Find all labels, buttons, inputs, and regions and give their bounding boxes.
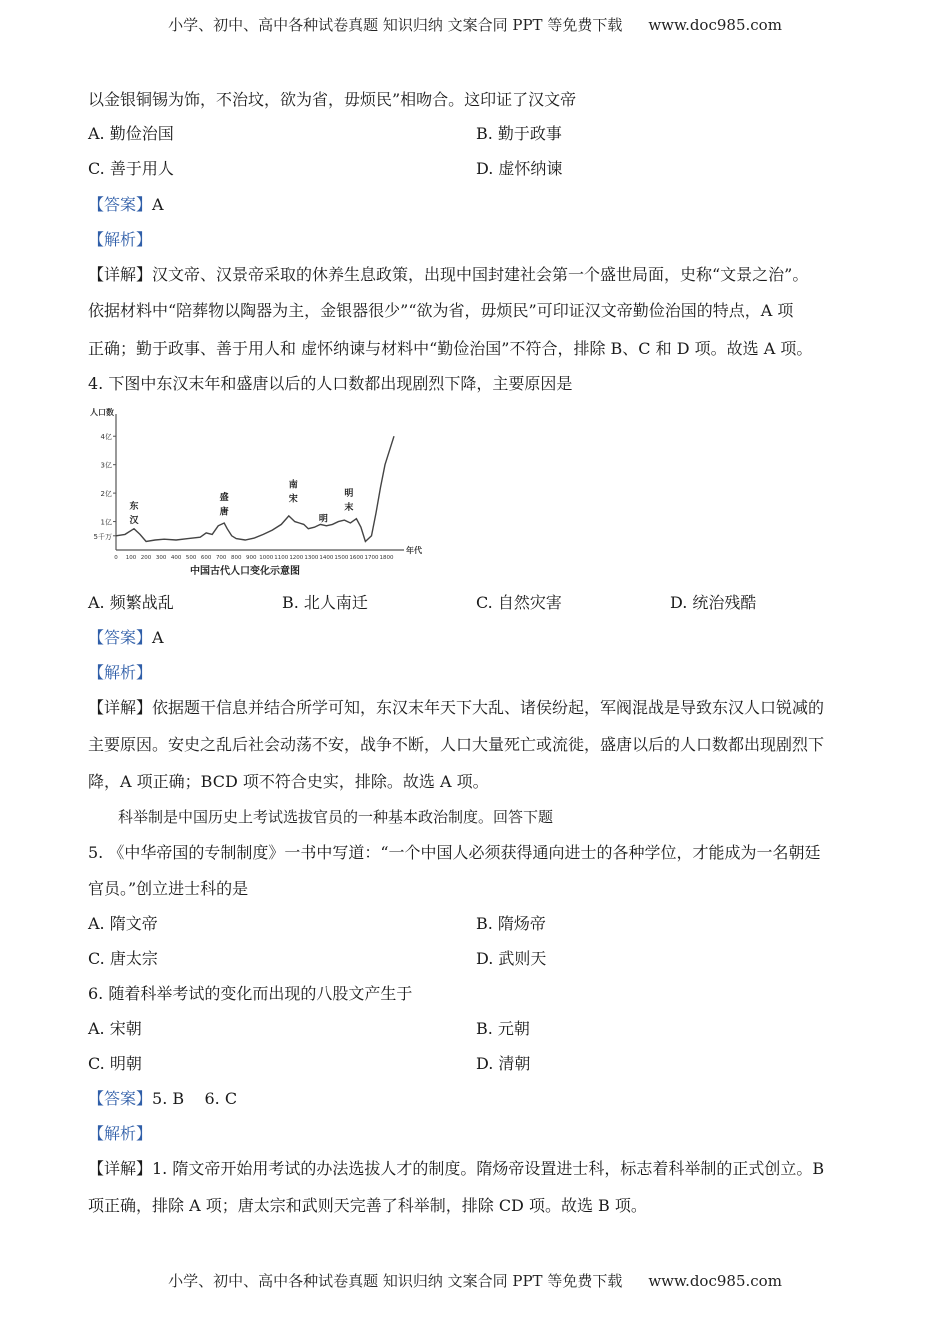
q56-detail-line-2: 项正确，排除 A 项；唐太宗和武则天完善了科举制，排除 CD 项。故选 B 项。: [88, 1196, 647, 1215]
x-tick-label: 400: [170, 555, 182, 561]
answer-label: 【答案】: [88, 195, 153, 214]
page-header: [0, 14, 950, 35]
q6-option-b: B. 元朝: [476, 1019, 530, 1038]
answer-label: 【答案】: [88, 628, 153, 647]
q6-option-c: C. 明朝: [88, 1054, 142, 1073]
q3-option-d: D. 虚怀纳谏: [476, 159, 563, 178]
q5-option-b: B. 隋炀帝: [476, 914, 546, 933]
q4-detail-line-2: 主要原因。安史之乱后社会动荡不安，战争不断，人口大量死亡或流徙，盛唐以后的人口数都出现剧烈下: [88, 735, 825, 754]
q5-option-d: D. 武则天: [476, 949, 547, 968]
x-tick-label: 1100: [274, 555, 289, 561]
page-footer: [0, 1270, 950, 1291]
header-text: 小学、初中、高中各种试卷真题 知识归纳 文案合同 PPT 等免费下载: [168, 16, 623, 34]
q4-answer: [88, 628, 164, 648]
chart-annotation: 南: [288, 480, 298, 491]
x-tick-label: 800: [230, 555, 242, 561]
chart-annotation: 东: [129, 501, 139, 512]
q56-intro: 科举制是中国历史上考试选拔官员的一种基本政治制度。回答下题: [118, 808, 554, 826]
q56-answer: [88, 1089, 237, 1109]
x-tick-label: 1300: [304, 555, 319, 561]
answer-label: 【答案】: [88, 1089, 153, 1108]
q4-option-a: A. 频繁战乱: [88, 593, 174, 612]
x-tick-label: 1200: [289, 555, 304, 561]
x-tick-label: 0: [114, 555, 118, 561]
q3-option-c: C. 善于用人: [88, 159, 174, 178]
chart-annotation: 盛: [219, 493, 229, 504]
q4-stem: 4. 下图中东汉末年和盛唐以后的人口数都出现剧烈下降，主要原因是: [88, 374, 573, 393]
q4-detail-line-3: 降，A 项正确；BCD 项不符合史实，排除。故选 A 项。: [88, 772, 489, 791]
answer-value: A: [152, 628, 164, 647]
answer-value: A: [152, 195, 164, 214]
chart-annotation: 明: [318, 514, 328, 525]
q3-analysis-label: 【解析】: [88, 230, 153, 249]
q3-detail-line-1: 【详解】汉文帝、汉景帝采取的休养生息政策，出现中国封建社会第一个盛世局面，史称“文景之治”。: [88, 265, 809, 284]
q3-stem-tail: 以金银铜锡为饰，不治坟，欲为省，毋烦民”相吻合。这印证了汉文帝: [88, 90, 577, 109]
x-axis-label: 年代: [406, 546, 422, 555]
footer-site-link[interactable]: www.doc985.com: [648, 1272, 782, 1290]
chart-annotation: 末: [344, 503, 354, 514]
x-tick-label: 300: [155, 555, 167, 561]
chart-annotation: 宋: [288, 494, 298, 505]
x-tick-label: 1400: [319, 555, 334, 561]
q4-option-c: C. 自然灾害: [476, 593, 562, 612]
q56-detail-line-1: 【详解】1. 隋文帝开始用考试的办法选拔人才的制度。隋炀帝设置进士科，标志着科举制的正式创立。B: [88, 1159, 825, 1178]
x-tick-label: 1000: [259, 555, 274, 561]
x-tick-label: 500: [185, 555, 197, 561]
y-axis-label: 人口数: [90, 408, 114, 417]
population-chart: [86, 404, 422, 580]
q5-option-a: A. 隋文帝: [88, 914, 158, 933]
x-tick-label: 1600: [349, 555, 364, 561]
q4-option-b: B. 北人南迁: [282, 593, 368, 612]
y-tick-label: 3亿: [100, 461, 112, 470]
x-tick-label: 1500: [334, 555, 349, 561]
x-tick-label: 900: [245, 555, 257, 561]
answer-value: 5. B 6. C: [152, 1089, 238, 1108]
x-tick-label: 100: [125, 555, 137, 561]
q3-detail-line-3: 正确；勤于政事、善于用人和 虚怀纳谏与材料中“勤俭治国”不符合，排除 B、C 和 D 项。故选 A 项。: [88, 339, 813, 358]
y-tick-label: 5千万: [93, 532, 112, 541]
chart-annotation: 汉: [129, 515, 139, 526]
q4-detail-line-1: 【详解】依据题干信息并结合所学可知，东汉末年天下大乱、诸侯纷起，军阀混战是导致东汉人口锐减的: [88, 698, 825, 717]
chart-annotation: 明: [344, 488, 354, 499]
q4-option-d: D. 统治残酷: [670, 593, 757, 612]
q56-analysis-label: 【解析】: [88, 1124, 153, 1143]
q6-option-d: D. 清朝: [476, 1054, 531, 1073]
q6-stem: 6. 随着科举考试的变化而出现的八股文产生于: [88, 984, 413, 1003]
population-chart-svg: [86, 404, 422, 580]
y-tick-label: 4亿: [100, 433, 112, 442]
q3-detail-line-2: 依据材料中“陪葬物以陶器为主，金银器很少”“欲为省，毋烦民”可印证汉文帝勤俭治国的特点，A 项: [88, 301, 794, 320]
x-tick-label: 1800: [379, 555, 394, 561]
x-tick-label: 600: [200, 555, 212, 561]
q3-answer: [88, 195, 164, 215]
q6-option-a: A. 宋朝: [88, 1019, 142, 1038]
chart-title: 中国古代人口变化示意图: [190, 566, 300, 577]
q5-option-c: C. 唐太宗: [88, 949, 158, 968]
x-tick-label: 200: [140, 555, 152, 561]
chart-annotation: 唐: [219, 507, 229, 518]
y-tick-label: 2亿: [100, 490, 112, 499]
x-tick-label: 700: [215, 555, 227, 561]
q3-option-a: A. 勤俭治国: [88, 124, 174, 143]
q5-stem-line-2: 官员。”创立进士科的是: [88, 879, 249, 898]
q3-option-b: B. 勤于政事: [476, 124, 562, 143]
y-tick-label: 1亿: [100, 518, 112, 527]
footer-text: 小学、初中、高中各种试卷真题 知识归纳 文案合同 PPT 等免费下载: [168, 1272, 623, 1290]
header-site-link[interactable]: www.doc985.com: [648, 16, 782, 34]
q5-stem-line-1: 5. 《中华帝国的专制制度》一书中写道：“一个中国人必须获得通向进士的各种学位，才能成为一名朝廷: [88, 843, 821, 862]
q4-analysis-label: 【解析】: [88, 663, 153, 682]
x-tick-label: 1700: [364, 555, 379, 561]
